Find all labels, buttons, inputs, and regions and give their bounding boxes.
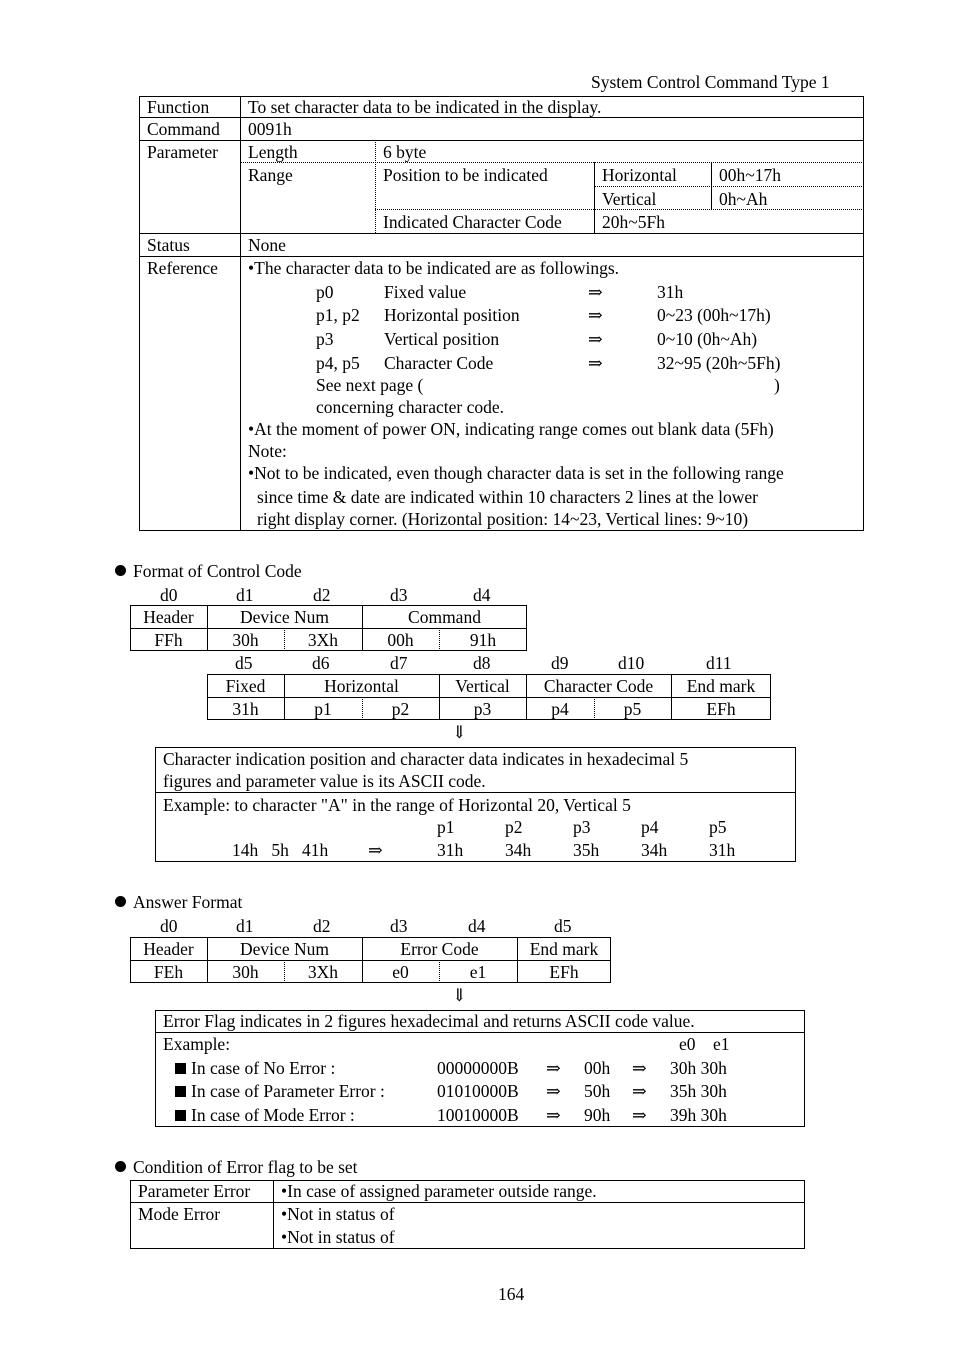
status-value: None xyxy=(248,235,286,255)
command-cell: Command xyxy=(408,607,481,627)
e-labels: e0 e1 xyxy=(679,1034,730,1054)
param-value: 0~23 (00h~17h) xyxy=(657,305,771,325)
error-hex: 90h xyxy=(584,1105,611,1125)
right-arrow-icon: ⇒ xyxy=(632,1105,647,1125)
error-binary: 00000000B xyxy=(437,1058,519,1078)
concerning-text: concerning character code. xyxy=(316,397,505,417)
example-value: 35h xyxy=(573,840,600,860)
end-mark-cell: End mark xyxy=(529,939,599,959)
example-value: 31h xyxy=(437,840,464,860)
vertical-label: Vertical xyxy=(602,189,657,209)
error-ascii: 39h 30h xyxy=(670,1105,727,1125)
byte-label: d11 xyxy=(706,653,732,673)
param-desc: Vertical position xyxy=(384,329,500,349)
end-mark-cell: End mark xyxy=(686,676,756,696)
square-bullet-icon xyxy=(175,1063,186,1074)
example-p-label: p5 xyxy=(709,817,727,837)
value-cell: 3Xh xyxy=(307,962,339,982)
param-desc: Horizontal position xyxy=(384,305,520,325)
page-number: 164 xyxy=(498,1284,525,1304)
byte-label: d0 xyxy=(160,585,178,605)
function-label: Function xyxy=(147,97,210,117)
see-next-page: See next page ( xyxy=(316,375,424,395)
value-cell: 00h xyxy=(387,630,414,650)
error-case-label: In case of Parameter Error : xyxy=(191,1081,385,1101)
not-indicated-line: since time & date are indicated within 10 characters 2 lines at the lower xyxy=(257,487,758,507)
answer-example: Example: xyxy=(163,1034,231,1054)
answer-format-title: Answer Format xyxy=(133,892,243,912)
byte-label: d6 xyxy=(312,653,330,673)
char-code-label: Indicated Character Code xyxy=(383,212,562,232)
param-value: 31h xyxy=(657,282,684,302)
char-code-value: 20h~5Fh xyxy=(602,212,665,232)
byte-label: d4 xyxy=(468,916,486,936)
value-cell: p5 xyxy=(623,699,642,719)
reference-label: Reference xyxy=(147,258,218,278)
control-desc-line: Character indication position and character data indicates in hexadecimal 5 xyxy=(163,749,689,769)
example-value: 31h xyxy=(709,840,736,860)
error-ascii: 30h 30h xyxy=(670,1058,727,1078)
error-ascii: 35h 30h xyxy=(670,1081,727,1101)
header-cell: Header xyxy=(143,939,194,959)
horizontal-label: Horizontal xyxy=(602,165,677,185)
byte-label: d1 xyxy=(236,585,254,605)
length-value: 6 byte xyxy=(383,142,427,162)
right-arrow-icon: ⇒ xyxy=(546,1081,561,1101)
down-arrow-icon: ⇓ xyxy=(452,722,467,742)
not-indicated-line: right display corner. (Horizontal position: 14~23, Vertical lines: 9~10) xyxy=(257,509,749,529)
mode-error-desc: •Not in status of xyxy=(281,1204,395,1224)
value-cell: e1 xyxy=(469,962,487,982)
character-code-cell: Character Code xyxy=(543,676,654,696)
range-label: Range xyxy=(248,165,293,185)
answer-desc: Error Flag indicates in 2 figures hexadecimal and returns ASCII code value. xyxy=(163,1011,695,1031)
example-p-label: p4 xyxy=(641,817,659,837)
param-id: p3 xyxy=(316,329,334,349)
value-cell: FFh xyxy=(154,630,183,650)
error-code-cell: Error Code xyxy=(400,939,479,959)
byte-label: d7 xyxy=(390,653,408,673)
param-value: 32~95 (20h~5Fh) xyxy=(657,353,781,373)
param-desc: Fixed value xyxy=(384,282,467,302)
right-arrow-icon: ⇒ xyxy=(588,329,603,349)
right-arrow-icon: ⇒ xyxy=(632,1058,647,1078)
param-id: p1, p2 xyxy=(316,305,360,325)
error-binary: 10010000B xyxy=(437,1105,519,1125)
error-binary: 01010000B xyxy=(437,1081,519,1101)
length-label: Length xyxy=(248,142,298,162)
square-bullet-icon xyxy=(175,1110,186,1121)
right-arrow-icon: ⇒ xyxy=(546,1105,561,1125)
value-cell: p3 xyxy=(473,699,492,719)
right-arrow-icon: ⇒ xyxy=(632,1081,647,1101)
error-hex: 50h xyxy=(584,1081,611,1101)
control-example: Example: to character "A" in the range of Horizontal 20, Vertical 5 xyxy=(163,795,631,815)
parameter-label: Parameter xyxy=(147,142,218,162)
value-cell: 3Xh xyxy=(307,630,339,650)
control-format-title: Format of Control Code xyxy=(133,561,302,581)
error-case-label: In case of No Error : xyxy=(191,1058,336,1078)
byte-label: d8 xyxy=(473,653,491,673)
fixed-cell: Fixed xyxy=(225,676,266,696)
value-cell: 30h xyxy=(232,962,259,982)
example-p-label: p1 xyxy=(437,817,455,837)
device-num-cell: Device Num xyxy=(240,607,329,627)
byte-label: d9 xyxy=(551,653,569,673)
value-cell: e0 xyxy=(392,962,409,982)
param-error-label: Parameter Error xyxy=(138,1181,251,1201)
down-arrow-icon: ⇓ xyxy=(452,985,467,1005)
mode-error-desc: •Not in status of xyxy=(281,1227,395,1247)
byte-label: d2 xyxy=(313,916,331,936)
bullet-icon xyxy=(115,896,126,907)
mode-error-label: Mode Error xyxy=(138,1204,221,1224)
horizontal-cell: Horizontal xyxy=(324,676,399,696)
control-desc-line: figures and parameter value is its ASCII code. xyxy=(163,771,486,791)
not-indicated-line: •Not to be indicated, even though character data is set in the following range xyxy=(248,463,784,483)
value-cell: p4 xyxy=(551,699,569,719)
command-label: Command xyxy=(147,119,220,139)
example-value: 34h xyxy=(505,840,532,860)
param-id: p0 xyxy=(316,282,334,302)
byte-label: d3 xyxy=(390,916,408,936)
header-cell: Header xyxy=(143,607,194,627)
page-header: System Control Command Type 1 xyxy=(591,72,830,92)
param-id: p4, p5 xyxy=(316,353,360,373)
param-error-desc: •In case of assigned parameter outside range. xyxy=(281,1181,597,1201)
right-arrow-icon: ⇒ xyxy=(588,305,603,325)
value-cell: 31h xyxy=(232,699,259,719)
byte-label: d4 xyxy=(473,585,491,605)
error-case-row xyxy=(175,1105,355,1125)
value-cell: FEh xyxy=(153,962,184,982)
value-cell: 91h xyxy=(469,630,497,650)
error-case-row xyxy=(175,1058,335,1078)
power-on-note: •At the moment of power ON, indicating range comes out blank data (5Fh) xyxy=(248,419,774,439)
vertical-value: 0h~Ah xyxy=(719,189,768,209)
byte-label: d0 xyxy=(160,916,178,936)
byte-label: d1 xyxy=(236,916,254,936)
param-desc: Character Code xyxy=(384,353,494,373)
right-arrow-icon: ⇒ xyxy=(588,353,603,373)
error-hex: 00h xyxy=(584,1058,611,1078)
horizontal-value: 00h~17h xyxy=(719,165,781,185)
error-condition-title: Condition of Error flag to be set xyxy=(133,1157,358,1177)
error-case-label: In case of Mode Error : xyxy=(191,1105,355,1125)
see-next-close: ) xyxy=(774,375,780,395)
vertical-cell: Vertical xyxy=(455,676,510,696)
param-value: 0~10 (0h~Ah) xyxy=(657,329,758,349)
right-arrow-icon: ⇒ xyxy=(546,1058,561,1078)
command-value: 0091h xyxy=(248,119,292,139)
note-label: Note: xyxy=(248,441,287,461)
value-cell: EFh xyxy=(549,962,579,982)
byte-label: d10 xyxy=(618,653,645,673)
value-cell: p2 xyxy=(391,699,410,719)
device-num-cell: Device Num xyxy=(240,939,329,959)
byte-label: d3 xyxy=(390,585,408,605)
byte-label: d5 xyxy=(554,916,572,936)
value-cell: EFh xyxy=(706,699,736,719)
example-source: 14h 5h 41h xyxy=(232,840,329,860)
position-label: Position to be indicated xyxy=(383,165,548,185)
value-cell: p1 xyxy=(314,699,332,719)
status-label: Status xyxy=(147,235,190,255)
byte-label: d2 xyxy=(313,585,331,605)
ref-intro: •The character data to be indicated are as followings. xyxy=(248,258,620,278)
example-p-label: p2 xyxy=(505,817,523,837)
square-bullet-icon xyxy=(175,1086,186,1097)
bullet-icon xyxy=(115,565,126,576)
bullet-icon xyxy=(115,1161,126,1172)
right-arrow-icon: ⇒ xyxy=(368,840,383,860)
function-value: To set character data to be indicated in the display. xyxy=(248,97,602,117)
byte-label: d5 xyxy=(235,653,253,673)
right-arrow-icon: ⇒ xyxy=(588,282,603,302)
value-cell: 30h xyxy=(232,630,259,650)
example-p-label: p3 xyxy=(573,817,591,837)
example-value: 34h xyxy=(641,840,668,860)
error-case-row xyxy=(175,1081,385,1101)
